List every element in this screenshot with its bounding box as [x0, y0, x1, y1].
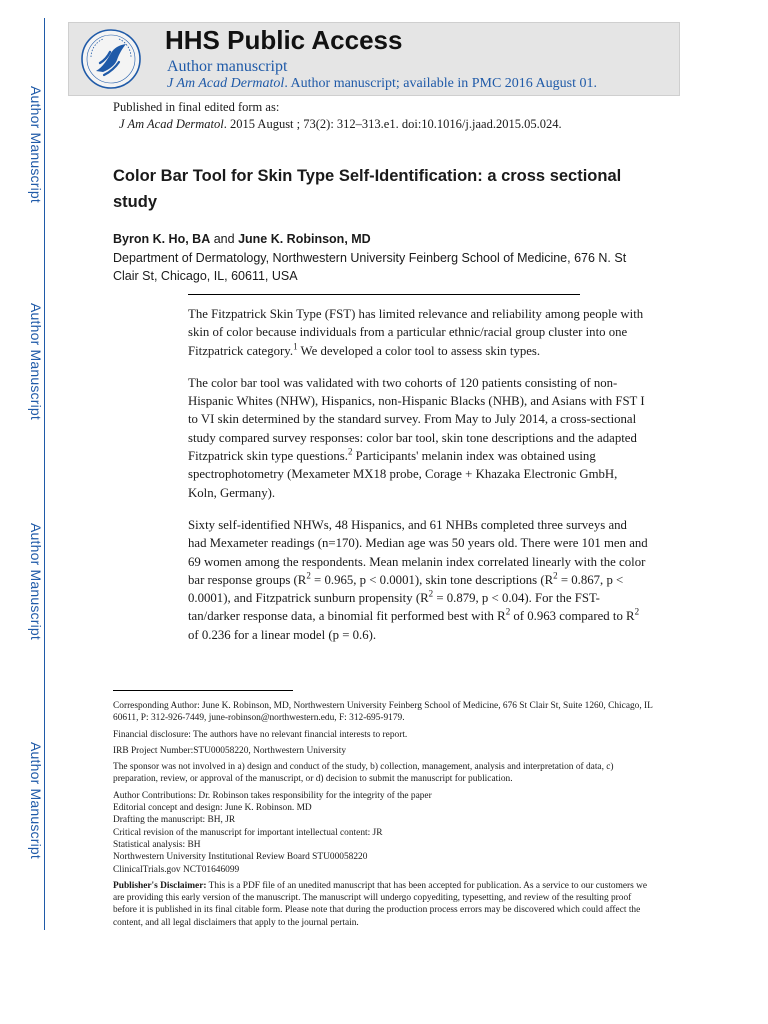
contribution-line: Northwestern University Institutional Review Board STU00058220: [113, 852, 368, 863]
contribution-line: Drafting the manuscript: BH, JR: [113, 815, 236, 826]
text-run: Participants' melanin index was obtained using spectrophotometry (Mexameter MX18 probe, Corage + Khazaka Electronic GmbH, Koln, Germany).: [188, 449, 618, 500]
text-run: = 0.879, p < 0.04). For the FST-tan/darker response data, a binomial fit performed best with R: [188, 591, 600, 624]
banner-journal-name: J Am Acad Dermatol: [167, 76, 285, 91]
author-name: Byron K. Ho, BA: [113, 232, 211, 246]
banner-title: HHS Public Access: [165, 25, 403, 55]
text-run: of 0.963 compared to R: [510, 609, 635, 624]
author-manuscript-label-1: Author Manuscript: [28, 86, 44, 204]
superscript: 2: [428, 588, 434, 599]
text-run: = 0.867, p < 0.0001), and Fitzpatrick sunburn propensity (R: [188, 572, 624, 606]
published-label: Published in final edited form as:: [113, 100, 280, 114]
author-manuscript-label-2: Author Manuscript: [28, 303, 44, 421]
banner-subtitle: Author manuscript: [167, 58, 288, 75]
affiliation: Department of Dermatology, Northwestern University Feinberg School of Medicine, 676 N. St Clair St, Chicago, IL, 60611, USA: [113, 251, 627, 283]
disclaimer-label: Publisher's Disclaimer:: [113, 880, 207, 891]
author-manuscript-label-3: Author Manuscript: [28, 523, 44, 641]
corresponding-author-note: Corresponding Author: June K. Robinson, MD, Northwestern University Feinberg School of Medicine, 676 St Clair St, Suite 1260, Chicago, IL 60611, P: 312-926-7449, june-robinson@northwestern.edu, F: 312-695-9179.: [113, 701, 653, 724]
reference-marker: 1: [293, 341, 298, 352]
financial-disclosure: Financial disclosure: The authors have no relevant financial interests to report.: [113, 729, 408, 740]
section-divider: [188, 294, 580, 295]
text-run: of 0.236 for a linear model (p = 0.6).: [188, 627, 377, 642]
published-note: [113, 99, 562, 133]
superscript: 2: [634, 607, 640, 618]
text-run: = 0.965, p < 0.0001), skin tone descriptions (R: [310, 572, 554, 587]
text-run: The Fitzpatrick Skin Type (FST) has limited relevance and reliability among people with skin of color because individuals from a particular ethnic/racial group cluster into one Fitzpatrick category.: [188, 307, 644, 358]
disclaimer-text: This is a PDF file of an unedited manuscript that has been accepted for publication. As a service to our customers we are providing this early version of the manuscript. The manuscript will undergo copyediting, typesetting, and review of the resulting proof before it is published in its final citable form. Please note that during the production process errors may be discovered which could affect the content, and all legal disclaimers that apply to the journal pertain.: [113, 880, 648, 928]
published-citation: [113, 116, 562, 133]
hhs-banner: [68, 22, 680, 96]
article-title: Color Bar Tool for Skin Type Self-Identification: a cross sectional study: [113, 167, 622, 211]
publisher-disclaimer: [113, 880, 653, 929]
contribution-line: ClinicalTrials.gov NCT01646099: [113, 864, 240, 875]
author-contributions: [113, 790, 653, 876]
author-line: [113, 232, 371, 246]
published-journal: J Am Acad Dermatol: [119, 117, 224, 131]
text-run: We developed a color tool to assess skin types.: [297, 343, 541, 358]
contribution-line: Statistical analysis: BH: [113, 839, 201, 850]
author-name: June K. Robinson, MD: [238, 232, 371, 246]
banner-availability-text: . Author manuscript; available in PMC 2016 August 01.: [284, 76, 597, 91]
body-paragraph: [188, 305, 648, 360]
contribution-line: Editorial concept and design: June K. Robinson. MD: [113, 803, 312, 814]
reference-marker: 2: [347, 446, 353, 457]
sponsor-note: The sponsor was not involved in a) design and conduct of the study, b) collection, management, analysis and interpretation of data, c) preparation, review, or approval of the manuscript, or d) decision to submit the manuscript for publication.: [113, 762, 614, 785]
contribution-line: Critical revision of the manuscript for important intellectual content: JR: [113, 827, 383, 838]
author-manuscript-label-4: Author Manuscript: [28, 742, 44, 860]
irb-note: IRB Project Number:STU00058220, Northwestern University: [113, 745, 347, 756]
published-citation-text: . 2015 August ; 73(2): 312–313.e1. doi:10.1016/j.jaad.2015.05.024.: [223, 117, 562, 131]
superscript: 2: [553, 570, 558, 581]
contribution-line: Author Contributions: Dr. Robinson takes responsibility for the integrity of the paper: [113, 790, 432, 801]
hhs-eagle-logo-icon: [79, 27, 143, 91]
body-paragraph: [188, 374, 648, 502]
text-run: Sixty self-identified NHWs, 48 Hispanics, and 61 NHBs completed three surveys and had Mexameter readings (n=170). Median age was 50 years old. There were 101 men and 69 women among the respondents. Mean melanin index correlated linearly with the color bar response groups (R: [188, 517, 648, 587]
banner-availability: [167, 76, 597, 92]
footnotes: [113, 700, 653, 933]
superscript: 2: [306, 570, 311, 581]
text-run: The color bar tool was validated with two cohorts of 120 patients consisting of non-Hispanic Whites (NHW), Hispanics, non-Hispanic Blacks (NHB), and Asians with FST I to VI skin determined by the standard survey. From May to July 2014, a cross-sectional study compared survey responses: color bar tool, skin tone descriptions and the adapted Fitzpatrick skin type questions.: [188, 375, 645, 464]
margin-rule: [44, 18, 45, 930]
article-body: [188, 305, 648, 658]
superscript: 2: [505, 607, 511, 618]
body-paragraph: [188, 516, 648, 644]
author-joiner: and: [213, 232, 235, 246]
footnote-divider: [113, 690, 293, 691]
